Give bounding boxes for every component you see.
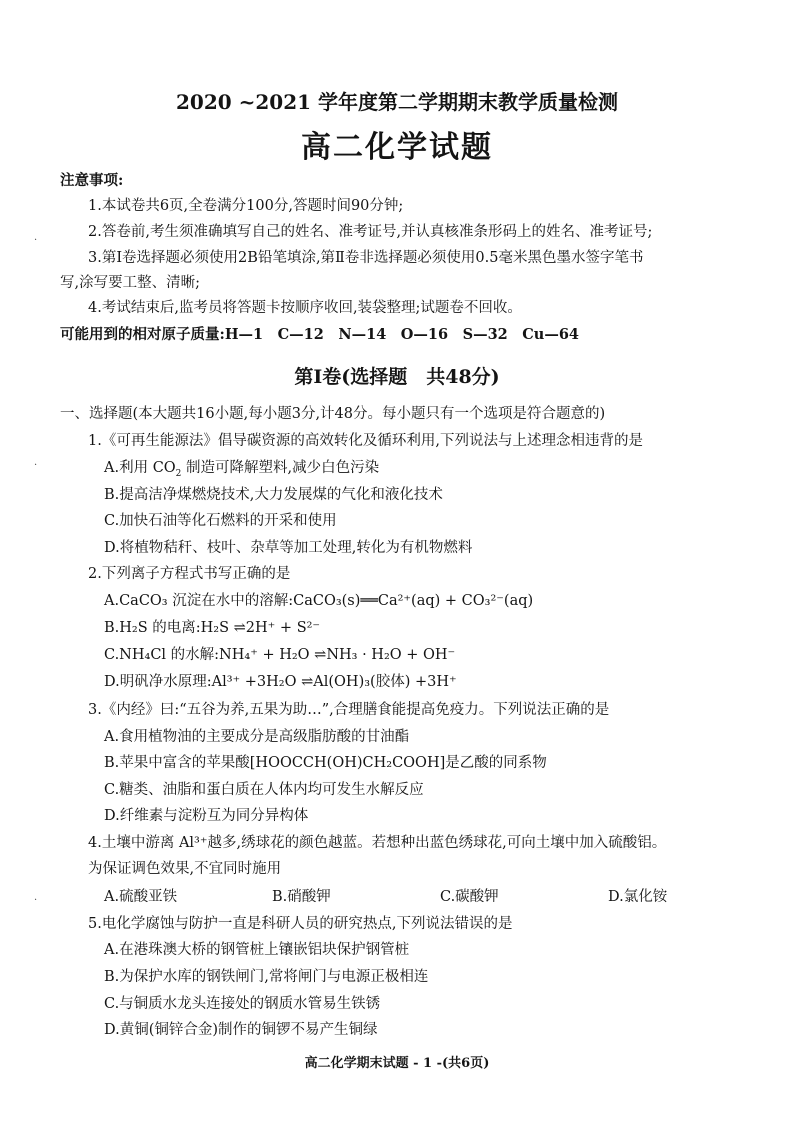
note-item: 4.考试结束后,监考员将答题卡按顺序收回,装袋整理;试题卷不回收。 xyxy=(88,300,522,316)
question-3-stem: 3.《内经》曰:“五谷为养,五果为助…”,合理膳食能提高免疫力。下列说法正确的是 xyxy=(88,702,610,718)
notes-heading: 注意事项: xyxy=(60,172,124,189)
section-title: 第Ⅰ卷(选择题 共48分) xyxy=(294,366,500,388)
subject-title: 高二化学试题 xyxy=(301,130,493,165)
question-5-stem: 5.电化学腐蚀与防护一直是科研人员的研究热点,下列说法错误的是 xyxy=(88,916,513,932)
question-1-option-a: A.利用 $CO_2$ 制造可降解塑料,减少白色污染 xyxy=(104,460,380,479)
section-instruction: 一、选择题(本大题共16小题,每小题3分,计48分。每小题只有一个选项是符合题意的) xyxy=(60,406,606,422)
question-5-option-d: D.黄铜(铜锌合金)制作的铜锣不易产生铜绿 xyxy=(104,1022,378,1038)
question-2-option-c: C.NH₄Cl 的水解:NH₄⁺ + H₂O ⇌NH₃ · H₂O + OH⁻ xyxy=(104,647,456,663)
question-3-option-a: A.食用植物油的主要成分是高级脂肪酸的甘油酯 xyxy=(104,729,410,745)
question-3-option-c: C.糖类、油脂和蛋白质在人体内均可发生水解反应 xyxy=(104,782,424,798)
question-5-option-c: C.与铜质水龙头连接处的钢质水管易生铁锈 xyxy=(104,996,381,1012)
question-3-option-b: B.苹果中富含的苹果酸[HOOCCH(OH)CH₂COOH]是乙酸的同系物 xyxy=(104,755,547,771)
question-4-option-c: C.碳酸钾 xyxy=(440,889,499,905)
question-1-option-d: D.将植物秸秆、枝叶、杂草等加工处理,转化为有机物燃料 xyxy=(104,540,473,556)
question-4-stem: 4.土壤中游离 Al³⁺越多,绣球花的颜色越蓝。若想种出蓝色绣球花,可向土壤中加入硫酸铝。 xyxy=(88,835,667,851)
question-5-option-b: B.为保护水库的钢铁闸门,常将闸门与电源正极相连 xyxy=(104,969,429,985)
question-2-stem: 2.下列离子方程式书写正确的是 xyxy=(88,566,291,582)
note-item: 2.答卷前,考生须准确填写自己的姓名、准考证号,并认真核准条形码上的姓名、准考证号; xyxy=(88,224,653,240)
question-2-option-a: A.CaCO₃ 沉淀在水中的溶解:CaCO₃(s)══Ca²⁺(aq) + CO₃²⁻(aq) xyxy=(104,593,534,609)
scan-mark: · xyxy=(34,235,38,246)
atomic-mass-line: 可能用到的相对原子质量:H—1 C—12 N—14 O—16 S—32 Cu—64 xyxy=(60,326,580,343)
question-3-option-d: D.纤维素与淀粉互为同分异构体 xyxy=(104,808,309,824)
scan-mark: · xyxy=(34,895,38,906)
exam-title: 2020 ~2021 学年度第二学期期末教学质量检测 xyxy=(175,90,618,114)
question-4-option-b: B.硝酸钾 xyxy=(272,889,331,905)
question-4-option-a: A.硫酸亚铁 xyxy=(104,889,178,905)
question-2-option-b: B.H₂S 的电离:H₂S ⇌2H⁺ + S²⁻ xyxy=(104,620,321,636)
question-1-option-c: C.加快石油等化石燃料的开采和使用 xyxy=(104,513,337,529)
question-1-stem: 1.《可再生能源法》倡导碳资源的高效转化及循环利用,下列说法与上述理念相违背的是 xyxy=(88,433,643,449)
question-2-option-d: D.明矾净水原理:Al³⁺ +3H₂O ⇌Al(OH)₃(胶体) +3H⁺ xyxy=(104,674,457,690)
note-item: 1.本试卷共6页,全卷满分100分,答题时间90分钟; xyxy=(88,198,404,214)
question-4-option-d: D.氯化铵 xyxy=(608,889,668,905)
note-item: 3.第Ⅰ卷选择题必须使用2B铅笔填涂,第Ⅱ卷非选择题必须使用0.5毫米黑色墨水签字笔书 xyxy=(88,250,644,266)
scan-mark: · xyxy=(34,460,38,471)
note-item: 写,涂写要工整、清晰; xyxy=(60,275,200,291)
question-5-option-a: A.在港珠澳大桥的钢管桩上镶嵌铝块保护钢管桩 xyxy=(104,942,410,958)
question-4-stem-continued: 为保证调色效果,不宜同时施用 xyxy=(88,861,282,877)
question-1-option-b: B.提高洁净煤燃烧技术,大力发展煤的气化和液化技术 xyxy=(104,487,443,503)
page-footer: 高二化学期末试题 - 1 -(共6页) xyxy=(304,1056,490,1071)
